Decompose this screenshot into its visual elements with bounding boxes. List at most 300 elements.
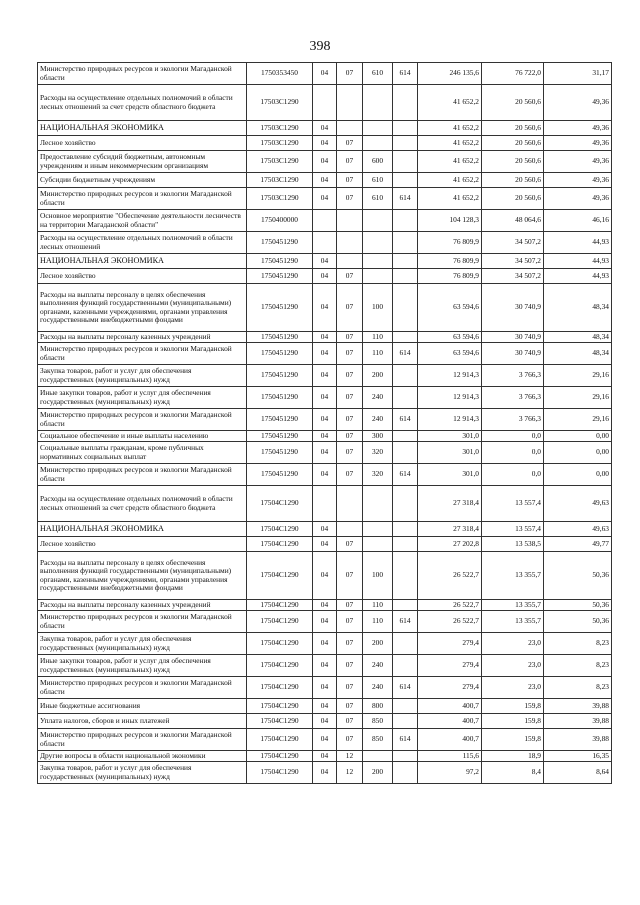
cell-fact: 23,0 [482,677,544,699]
cell-name: Иные закупки товаров, работ и услуг для обеспечения государственных (муниципальных) нужд [38,655,247,677]
cell-plan: 27 202,8 [418,537,482,552]
table-row [38,486,612,522]
cell-kosgu [393,633,418,655]
cell-name: Закупка товаров, работ и услуг для обеспечения государственных (муниципальных) нужд [38,762,247,784]
cell-kosgu [393,751,418,762]
cell-sub: 07 [337,537,363,552]
table-row [38,409,612,431]
cell-fact: 23,0 [482,655,544,677]
cell-fact: 20 560,6 [482,151,544,173]
cell-code: 1750451290 [247,332,313,343]
cell-plan: 76 809,9 [418,269,482,284]
cell-plan: 301,0 [418,442,482,464]
cell-code: 1750353450 [247,63,313,85]
cell-vr [363,522,393,537]
cell-fact: 13 355,7 [482,611,544,633]
cell-code: 1750451290 [247,442,313,464]
cell-kosgu [393,655,418,677]
cell-name: Министерство природных ресурсов и экологии Магаданской области [38,188,247,210]
cell-pct: 44,93 [544,269,612,284]
table-row [38,522,612,537]
cell-sec: 04 [313,600,337,611]
cell-sub: 07 [337,188,363,210]
cell-sub: 07 [337,409,363,431]
cell-code: 17503С1290 [247,151,313,173]
cell-sub: 07 [337,552,363,600]
cell-sub: 07 [337,151,363,173]
cell-kosgu [393,284,418,332]
cell-pct: 49,36 [544,136,612,151]
cell-plan: 27 318,4 [418,522,482,537]
cell-pct: 49,36 [544,188,612,210]
cell-vr: 110 [363,343,393,365]
cell-pct: 46,16 [544,210,612,232]
cell-kosgu [393,151,418,173]
cell-fact: 13 355,7 [482,552,544,600]
cell-vr: 610 [363,63,393,85]
cell-code: 1750451290 [247,387,313,409]
cell-sec: 04 [313,633,337,655]
cell-name: Иные закупки товаров, работ и услуг для обеспечения государственных (муниципальных) нужд [38,387,247,409]
cell-sec: 04 [313,655,337,677]
cell-kosgu [393,699,418,714]
cell-name: Расходы на осуществление отдельных полномочий в области лесных отношений за счет средств областного бюджета [38,85,247,121]
cell-sec: 04 [313,464,337,486]
cell-plan: 246 135,6 [418,63,482,85]
cell-sub: 12 [337,762,363,784]
cell-sec: 04 [313,332,337,343]
cell-name: Лесное хозяйство [38,136,247,151]
cell-vr [363,486,393,522]
cell-kosgu [393,269,418,284]
cell-sec: 04 [313,714,337,729]
cell-vr [363,269,393,284]
cell-fact: 0,0 [482,442,544,464]
cell-kosgu [393,431,418,442]
cell-vr [363,85,393,121]
table-row [38,151,612,173]
cell-sec: 04 [313,751,337,762]
cell-plan: 12 914,3 [418,365,482,387]
cell-vr [363,254,393,269]
cell-sub: 07 [337,699,363,714]
cell-code: 17504С1290 [247,537,313,552]
cell-name: Расходы на выплаты персоналу в целях обеспечения выполнения функций государственными (муниципальными) органами, казенными учреждениями, органами управления государственными внебюджетными фондами [38,284,247,332]
cell-plan: 400,7 [418,714,482,729]
cell-name: Расходы на выплаты персоналу в целях обеспечения выполнения функций государственными (муниципальными) органами, казенными учреждениями, органами управления государственными внебюджетными фондами [38,552,247,600]
cell-fact: 3 766,3 [482,409,544,431]
table-row [38,365,612,387]
cell-code: 17503С1290 [247,188,313,210]
cell-plan: 104 128,3 [418,210,482,232]
cell-plan: 27 318,4 [418,486,482,522]
cell-sec: 04 [313,151,337,173]
cell-fact: 20 560,6 [482,173,544,188]
cell-fact: 13 557,4 [482,486,544,522]
cell-sec: 04 [313,699,337,714]
cell-pct: 49,63 [544,486,612,522]
cell-name: Другие вопросы в области национальной экономики [38,751,247,762]
cell-sub: 07 [337,677,363,699]
cell-kosgu [393,136,418,151]
cell-vr [363,121,393,136]
cell-plan: 26 522,7 [418,611,482,633]
table-row [38,284,612,332]
cell-vr: 240 [363,655,393,677]
cell-vr: 110 [363,611,393,633]
cell-sub [337,232,363,254]
cell-fact: 3 766,3 [482,365,544,387]
cell-pct: 44,93 [544,232,612,254]
cell-pct: 0,00 [544,442,612,464]
cell-name: Министерство природных ресурсов и экологии Магаданской области [38,611,247,633]
cell-kosgu: 614 [393,729,418,751]
cell-vr [363,537,393,552]
cell-vr: 300 [363,431,393,442]
cell-code: 17504С1290 [247,655,313,677]
cell-kosgu [393,85,418,121]
cell-kosgu [393,332,418,343]
cell-plan: 63 594,6 [418,343,482,365]
cell-plan: 26 522,7 [418,552,482,600]
cell-sec [313,232,337,254]
cell-vr: 850 [363,714,393,729]
cell-vr: 110 [363,600,393,611]
table-row [38,537,612,552]
cell-sec: 04 [313,537,337,552]
cell-name: Закупка товаров, работ и услуг для обеспечения государственных (муниципальных) нужд [38,633,247,655]
cell-kosgu: 614 [393,188,418,210]
cell-fact: 3 766,3 [482,387,544,409]
cell-vr: 200 [363,365,393,387]
cell-name: Министерство природных ресурсов и экологии Магаданской области [38,409,247,431]
cell-sec: 04 [313,343,337,365]
cell-sub: 07 [337,343,363,365]
cell-kosgu [393,522,418,537]
cell-name: Закупка товаров, работ и услуг для обеспечения государственных (муниципальных) нужд [38,365,247,387]
table-row [38,699,612,714]
table-row [38,332,612,343]
cell-name: Расходы на выплаты персоналу казенных учреждений [38,600,247,611]
cell-plan: 41 652,2 [418,151,482,173]
cell-name: Основное мероприятие "Обеспечение деятельности лесничеств на территории Магаданской области" [38,210,247,232]
cell-fact: 20 560,6 [482,121,544,136]
cell-sec: 04 [313,729,337,751]
cell-kosgu [393,232,418,254]
cell-name: Иные бюджетные ассигнования [38,699,247,714]
cell-plan: 279,4 [418,633,482,655]
cell-pct: 50,36 [544,611,612,633]
cell-kosgu [393,254,418,269]
cell-sub [337,210,363,232]
cell-name: Министерство природных ресурсов и экологии Магаданской области [38,677,247,699]
cell-sub: 07 [337,714,363,729]
table-row [38,173,612,188]
cell-sub: 07 [337,136,363,151]
cell-sub: 07 [337,464,363,486]
cell-kosgu: 614 [393,343,418,365]
cell-code: 17504С1290 [247,552,313,600]
cell-kosgu [393,387,418,409]
cell-code: 17504С1290 [247,600,313,611]
cell-pct: 49,36 [544,85,612,121]
cell-vr: 610 [363,188,393,210]
table-row [38,762,612,784]
cell-pct: 39,88 [544,699,612,714]
cell-pct: 31,17 [544,63,612,85]
cell-kosgu: 614 [393,464,418,486]
cell-code: 17504С1290 [247,522,313,537]
cell-pct: 29,16 [544,409,612,431]
cell-fact: 48 064,6 [482,210,544,232]
cell-name: Социальные выплаты гражданам, кроме публичных нормативных социальных выплат [38,442,247,464]
cell-kosgu [393,762,418,784]
cell-plan: 279,4 [418,655,482,677]
table-row [38,431,612,442]
cell-code: 17504С1290 [247,751,313,762]
cell-name: НАЦИОНАЛЬНАЯ ЭКОНОМИКА [38,254,247,269]
cell-plan: 400,7 [418,699,482,714]
cell-sec: 04 [313,409,337,431]
cell-sec: 04 [313,173,337,188]
cell-vr: 850 [363,729,393,751]
cell-sec: 04 [313,188,337,210]
cell-vr: 200 [363,762,393,784]
table-row [38,210,612,232]
table-row [38,387,612,409]
cell-pct: 49,36 [544,121,612,136]
cell-sec [313,210,337,232]
cell-sec: 04 [313,365,337,387]
cell-code: 1750451290 [247,232,313,254]
cell-kosgu: 614 [393,409,418,431]
cell-sec: 04 [313,442,337,464]
cell-name: Расходы на осуществление отдельных полномочий в области лесных отношений [38,232,247,254]
cell-name: Предоставление субсидий бюджетным, автономным учреждениям и иным некоммерческим организациям [38,151,247,173]
cell-code: 1750451290 [247,269,313,284]
cell-sec: 04 [313,136,337,151]
cell-plan: 41 652,2 [418,188,482,210]
cell-plan: 63 594,6 [418,332,482,343]
cell-kosgu [393,600,418,611]
cell-code: 1750400000 [247,210,313,232]
cell-code: 17504С1290 [247,486,313,522]
cell-sub: 07 [337,332,363,343]
cell-kosgu [393,173,418,188]
cell-sub: 07 [337,442,363,464]
cell-sub: 07 [337,633,363,655]
cell-fact: 13 355,7 [482,600,544,611]
cell-pct: 39,88 [544,714,612,729]
table-row [38,136,612,151]
table-row [38,269,612,284]
cell-plan: 279,4 [418,677,482,699]
cell-vr: 100 [363,552,393,600]
cell-sub: 07 [337,173,363,188]
cell-pct: 16,35 [544,751,612,762]
cell-sec: 04 [313,522,337,537]
cell-plan: 76 809,9 [418,254,482,269]
table-row [38,611,612,633]
cell-code: 17503С1290 [247,173,313,188]
cell-fact: 34 507,2 [482,269,544,284]
table-row [38,121,612,136]
cell-code: 17504С1290 [247,714,313,729]
cell-sub [337,85,363,121]
table-row [38,655,612,677]
cell-plan: 41 652,2 [418,173,482,188]
cell-name: Министерство природных ресурсов и экологии Магаданской области [38,729,247,751]
cell-sec: 04 [313,63,337,85]
cell-vr [363,210,393,232]
cell-fact: 8,4 [482,762,544,784]
cell-vr: 320 [363,464,393,486]
cell-code: 17504С1290 [247,633,313,655]
page-number: 398 [309,39,331,54]
cell-code: 1750451290 [247,464,313,486]
table-row [38,254,612,269]
cell-code: 17504С1290 [247,611,313,633]
cell-pct: 39,88 [544,729,612,751]
cell-name: НАЦИОНАЛЬНАЯ ЭКОНОМИКА [38,121,247,136]
cell-sub [337,486,363,522]
cell-kosgu [393,537,418,552]
cell-vr: 240 [363,409,393,431]
cell-pct: 49,63 [544,522,612,537]
table-row [38,63,612,85]
cell-fact: 0,0 [482,464,544,486]
cell-code: 17503С1290 [247,136,313,151]
cell-sub: 07 [337,729,363,751]
cell-vr [363,136,393,151]
cell-vr: 600 [363,151,393,173]
cell-sub: 07 [337,611,363,633]
cell-name: Уплата налогов, сборов и иных платежей [38,714,247,729]
table-row [38,677,612,699]
cell-pct: 0,00 [544,464,612,486]
cell-plan: 76 809,9 [418,232,482,254]
cell-code: 17503С1290 [247,85,313,121]
cell-fact: 0,0 [482,431,544,442]
cell-fact: 20 560,6 [482,85,544,121]
table-row [38,85,612,121]
cell-plan: 301,0 [418,431,482,442]
cell-code: 1750451290 [247,365,313,387]
cell-sec: 04 [313,762,337,784]
cell-kosgu: 614 [393,63,418,85]
cell-sub: 07 [337,269,363,284]
cell-plan: 41 652,2 [418,121,482,136]
cell-name: Субсидии бюджетным учреждениям [38,173,247,188]
cell-vr: 100 [363,284,393,332]
cell-kosgu [393,552,418,600]
cell-kosgu [393,714,418,729]
cell-fact: 20 560,6 [482,136,544,151]
cell-fact: 34 507,2 [482,232,544,254]
cell-kosgu [393,486,418,522]
cell-name: Социальное обеспечение и иные выплаты населению [38,431,247,442]
cell-code: 17504С1290 [247,762,313,784]
cell-pct: 50,36 [544,600,612,611]
cell-sub: 07 [337,387,363,409]
table-row [38,729,612,751]
cell-sec: 04 [313,552,337,600]
cell-sec [313,85,337,121]
cell-sec: 04 [313,284,337,332]
cell-sub: 07 [337,600,363,611]
cell-fact: 76 722,0 [482,63,544,85]
cell-plan: 12 914,3 [418,409,482,431]
cell-pct: 8,23 [544,677,612,699]
cell-name: Министерство природных ресурсов и экологии Магаданской области [38,63,247,85]
cell-code: 1750451290 [247,343,313,365]
table-row [38,714,612,729]
cell-pct: 48,34 [544,343,612,365]
cell-pct: 8,23 [544,633,612,655]
cell-vr: 610 [363,173,393,188]
cell-fact: 18,9 [482,751,544,762]
cell-sub: 07 [337,63,363,85]
cell-plan: 97,2 [418,762,482,784]
table-row [38,464,612,486]
cell-pct: 49,77 [544,537,612,552]
cell-name: НАЦИОНАЛЬНАЯ ЭКОНОМИКА [38,522,247,537]
cell-sub [337,254,363,269]
cell-fact: 20 560,6 [482,188,544,210]
cell-pct: 48,34 [544,284,612,332]
cell-code: 17504С1290 [247,677,313,699]
table-row [38,633,612,655]
cell-kosgu [393,442,418,464]
cell-kosgu [393,121,418,136]
cell-vr [363,751,393,762]
cell-pct: 8,64 [544,762,612,784]
cell-pct: 8,23 [544,655,612,677]
cell-plan: 41 652,2 [418,85,482,121]
cell-vr: 240 [363,387,393,409]
cell-vr: 240 [363,677,393,699]
table-row [38,600,612,611]
cell-vr: 110 [363,332,393,343]
budget-table [37,62,612,784]
table-row [38,188,612,210]
cell-pct: 0,00 [544,431,612,442]
cell-code: 17503С1290 [247,121,313,136]
cell-vr: 320 [363,442,393,464]
cell-name: Министерство природных ресурсов и экологии Магаданской области [38,343,247,365]
cell-plan: 41 652,2 [418,136,482,151]
cell-code: 1750451290 [247,254,313,269]
cell-sub: 12 [337,751,363,762]
cell-vr [363,232,393,254]
cell-plan: 301,0 [418,464,482,486]
cell-sec [313,486,337,522]
cell-name: Расходы на осуществление отдельных полномочий в области лесных отношений за счет средств областного бюджета [38,486,247,522]
cell-plan: 12 914,3 [418,387,482,409]
cell-kosgu: 614 [393,677,418,699]
cell-fact: 13 557,4 [482,522,544,537]
table-row [38,232,612,254]
cell-sec: 04 [313,611,337,633]
cell-plan: 63 594,6 [418,284,482,332]
cell-vr: 200 [363,633,393,655]
cell-fact: 30 740,9 [482,332,544,343]
cell-kosgu [393,210,418,232]
cell-plan: 400,7 [418,729,482,751]
cell-vr: 800 [363,699,393,714]
cell-code: 1750451290 [247,284,313,332]
cell-name: Расходы на выплаты персоналу казенных учреждений [38,332,247,343]
